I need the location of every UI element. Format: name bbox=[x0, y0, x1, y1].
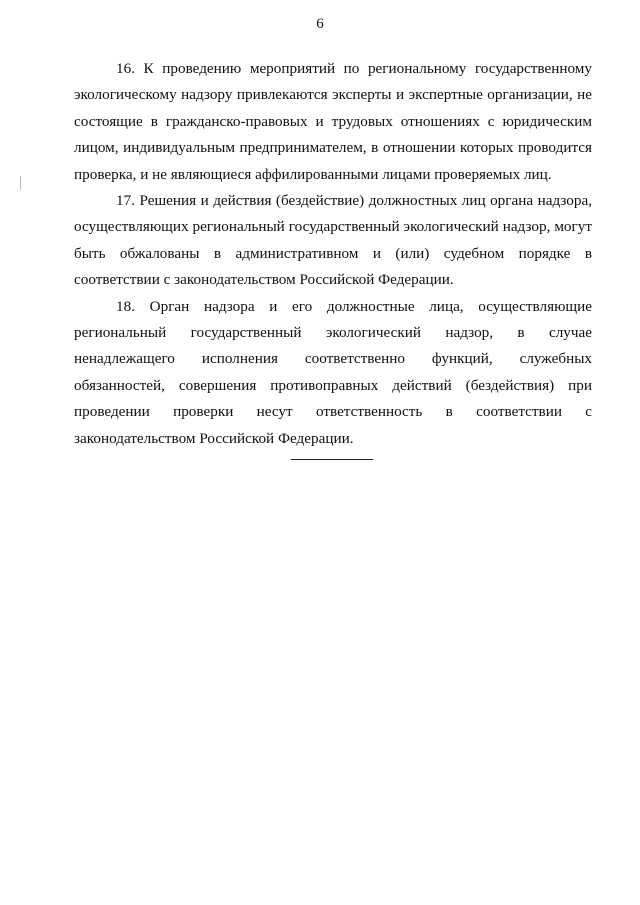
paragraph-16: 16. К проведению мероприятий по региональному государственному экологическому надзору привлекаются эксперты и экспертные организации, не состоящие в гражданско-правовых и трудовых отношениях с юридическим лицом, индивидуальным предпринимателем, в отношении которых проводится проверка, и не являющиеся аффилированными лицами проверяемых лиц. bbox=[74, 60, 592, 183]
margin-scan-mark bbox=[20, 176, 21, 190]
end-separator-line bbox=[291, 459, 373, 460]
paragraph-18: 18. Орган надзора и его должностные лица, осуществляющие региональный государственный экологический надзор, в случае ненадлежащего исполнения соответственно функций, служебных обязанностей, совершения противоправных действий (бездействия) при проведении проверки несут ответственность в соответствии с законодательством Российской Федерации. bbox=[74, 297, 592, 447]
document-body bbox=[74, 56, 592, 452]
paragraph-17: 17. Решения и действия (бездействие) должностных лиц органа надзора, осуществляющих региональный государственный экологический надзор, могут быть обжалованы в административном и (или) судебном порядке в соответствии с законодательством Российской Федерации. bbox=[74, 192, 592, 289]
page-number: 6 bbox=[316, 16, 324, 32]
